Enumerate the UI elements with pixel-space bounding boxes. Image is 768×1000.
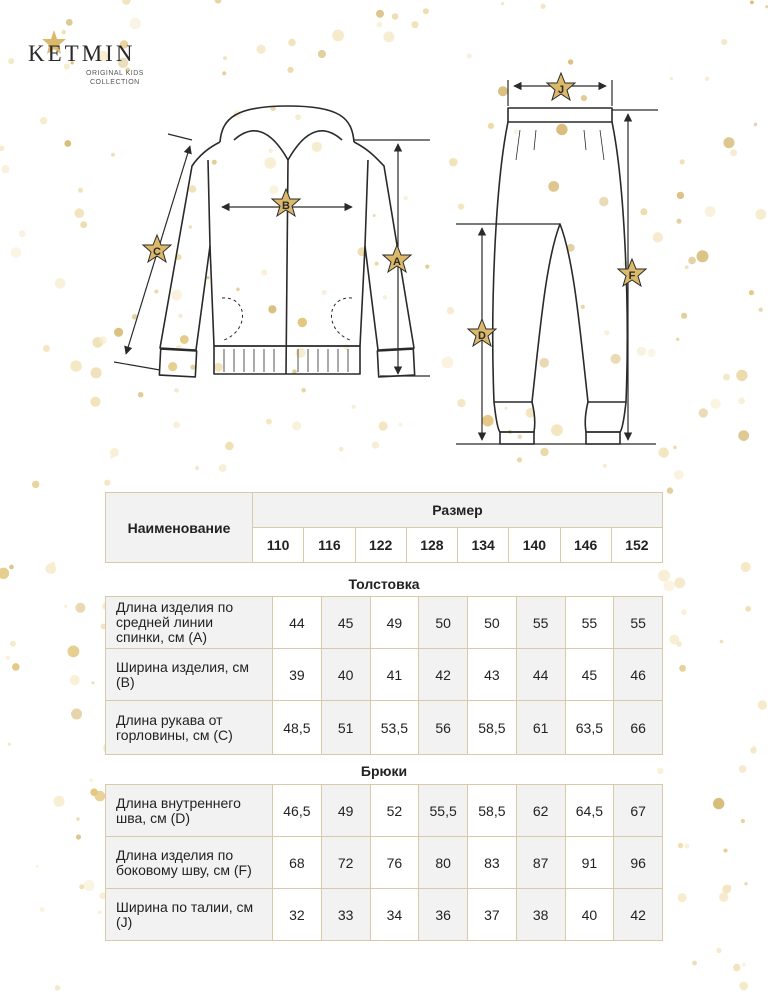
measurement-row [106, 701, 663, 755]
measurement-value: 56 [419, 701, 468, 755]
right-pocket [331, 298, 352, 340]
measurement-value: 50 [419, 597, 468, 649]
confetti-dot [76, 817, 80, 821]
confetti-dot [75, 603, 85, 613]
measurement-row [106, 597, 663, 649]
confetti-dot [6, 655, 10, 659]
right-cuff [377, 349, 414, 377]
measurement-label: Ширина изделия, см (B) [106, 649, 273, 701]
measurement-value: 66 [614, 701, 663, 755]
confetti-dot [68, 646, 80, 658]
size-116: 116 [304, 528, 355, 563]
measurement-label: Длина изделия по боковому шву, см (F) [106, 837, 273, 889]
confetti-dot [76, 834, 81, 839]
measurement-value: 55 [614, 597, 663, 649]
label-star-b [272, 189, 300, 216]
size-110: 110 [253, 528, 304, 563]
label-b: B [282, 200, 290, 212]
measurement-value: 45 [321, 597, 370, 649]
brand-tagline-1: ORIGINAL KIDS [86, 70, 144, 77]
confetti-dot [750, 747, 756, 753]
confetti-dot [98, 911, 102, 915]
measurement-row [106, 785, 663, 837]
name-column-header: Наименование [106, 493, 253, 563]
hoodie-drawing [159, 106, 414, 377]
hood-outline [220, 106, 354, 142]
confetti-dot [91, 681, 94, 684]
confetti-dot [684, 844, 689, 849]
measurement-value: 62 [516, 785, 565, 837]
measurement-value: 38 [516, 889, 565, 941]
measurement-value: 48,5 [273, 701, 322, 755]
label-f: F [628, 270, 636, 282]
hood-inner [234, 131, 342, 160]
confetti-dot [664, 580, 675, 591]
label-star-j [547, 73, 575, 100]
size-128: 128 [406, 528, 457, 563]
measurement-value: 45 [565, 649, 614, 701]
confetti-dot [681, 610, 686, 615]
size-122: 122 [355, 528, 406, 563]
left-ankle-cuff [500, 432, 534, 444]
confetti-dot [8, 743, 11, 746]
measurement-value: 91 [565, 837, 614, 889]
confetti-dot [54, 796, 65, 807]
pants-outline [493, 122, 627, 402]
measurement-label: Длина изделия по средней линии спинки, см (A) [106, 597, 273, 649]
label-star-f [618, 259, 646, 286]
measurement-value: 55 [565, 597, 614, 649]
measurement-value: 96 [614, 837, 663, 889]
measurement-row [106, 649, 663, 701]
label-c: C [153, 246, 161, 258]
measurement-value: 80 [419, 837, 468, 889]
confetti-dot [741, 562, 751, 572]
confetti-dot [758, 700, 767, 709]
confetti-dot [89, 778, 93, 782]
section-title-pants: Брюки [360, 763, 408, 779]
confetti-dot [83, 880, 94, 891]
measurement-value: 64,5 [565, 785, 614, 837]
size-column-header: Размер [253, 493, 663, 528]
confetti-dot [40, 907, 45, 912]
measurement-value: 32 [273, 889, 322, 941]
confetti-dot [0, 568, 9, 579]
confetti-dot [70, 675, 80, 685]
measurement-value: 61 [516, 701, 565, 755]
measurement-value: 40 [321, 649, 370, 701]
header-row [106, 493, 663, 528]
confetti-dot [744, 882, 747, 885]
label-star-c [143, 235, 171, 262]
confetti-dot [733, 964, 740, 971]
measurement-value: 67 [614, 785, 663, 837]
confetti-dot [10, 641, 16, 647]
measurement-row [106, 837, 663, 889]
measurement-label: Ширина по талии, см (J) [106, 889, 273, 941]
measurement-row [106, 889, 663, 941]
measurement-value: 63,5 [565, 701, 614, 755]
confetti-dot [104, 480, 110, 486]
hoodie-body-right [354, 142, 414, 350]
label-star-a [383, 245, 411, 272]
confetti-dot [79, 884, 84, 889]
confetti-dot [716, 948, 721, 953]
measurement-value: 53,5 [370, 701, 419, 755]
confetti-dot [9, 565, 14, 570]
size-134: 134 [458, 528, 509, 563]
size-146: 146 [560, 528, 611, 563]
measurement-value: 51 [321, 701, 370, 755]
label-a: A [393, 256, 401, 268]
label-d: D [478, 330, 486, 342]
measurement-value: 33 [321, 889, 370, 941]
pants-measurements-table [105, 784, 663, 941]
measurement-value: 42 [419, 649, 468, 701]
measurement-value: 36 [419, 889, 468, 941]
confetti-dot [36, 865, 39, 868]
left-pocket [222, 298, 243, 340]
confetti-dot [678, 843, 683, 848]
measurement-value: 72 [321, 837, 370, 889]
confetti-dot [674, 470, 684, 480]
confetti-dot [722, 885, 731, 894]
confetti-dot [742, 963, 746, 967]
confetti-dot [720, 640, 724, 644]
confetti-dot [55, 985, 61, 991]
measurement-value: 44 [516, 649, 565, 701]
measurement-label: Длина внутреннего шва, см (D) [106, 785, 273, 837]
confetti-dot [713, 798, 724, 809]
right-leg-taper [585, 402, 626, 432]
pants-drawing [493, 108, 627, 444]
label-star-d [468, 319, 496, 346]
confetti-dot [676, 641, 682, 647]
measurement-value: 55,5 [419, 785, 468, 837]
confetti-dot [12, 663, 20, 671]
confetti-dot [674, 577, 685, 588]
confetti-dot [739, 765, 747, 773]
measurement-value: 76 [370, 837, 419, 889]
confetti-dot [724, 849, 728, 853]
left-cuff [159, 349, 196, 377]
confetti-dot [32, 481, 39, 488]
measurement-value: 34 [370, 889, 419, 941]
measurement-value: 42 [614, 889, 663, 941]
measurement-value: 68 [273, 837, 322, 889]
brand-tagline-2: COLLECTION [90, 79, 140, 86]
measurement-value: 37 [468, 889, 517, 941]
confetti-dot [692, 961, 697, 966]
confetti-dot [667, 487, 673, 493]
measurement-value: 55 [516, 597, 565, 649]
left-leg-taper [494, 402, 535, 432]
measurement-value: 46 [614, 649, 663, 701]
confetti-dot [741, 819, 745, 823]
measurement-lines [114, 80, 658, 444]
confetti-dot [51, 562, 56, 567]
section-title-hoodie: Толстовка [348, 576, 420, 592]
pants-waistband [508, 108, 612, 122]
measurement-label: Длина рукава от горловины, см (C) [106, 701, 273, 755]
measurement-value: 50 [468, 597, 517, 649]
measurement-value: 58,5 [468, 785, 517, 837]
label-j: J [557, 84, 565, 96]
measurement-value: 49 [370, 597, 419, 649]
right-ankle-cuff [586, 432, 620, 444]
confetti-dot [719, 893, 728, 902]
confetti-dot [679, 665, 686, 672]
measurement-value: 83 [468, 837, 517, 889]
measurement-value: 58,5 [468, 701, 517, 755]
brand-logo [28, 30, 178, 90]
measurement-value: 46,5 [273, 785, 322, 837]
confetti-dot [739, 982, 748, 991]
confetti-dot [678, 893, 687, 902]
measurement-value: 44 [273, 597, 322, 649]
confetti-dot [64, 605, 68, 609]
measurement-value: 87 [516, 837, 565, 889]
measurement-value: 39 [273, 649, 322, 701]
hoodie-measurements-table [105, 596, 663, 755]
size-header-table [105, 492, 663, 563]
confetti-dot [90, 788, 98, 796]
confetti-dot [71, 709, 82, 720]
measurement-value: 41 [370, 649, 419, 701]
size-152: 152 [611, 528, 662, 563]
measurement-value: 52 [370, 785, 419, 837]
measurement-value: 49 [321, 785, 370, 837]
measurement-value: 43 [468, 649, 517, 701]
brand-name: KETMIN [28, 41, 136, 66]
size-140: 140 [509, 528, 560, 563]
confetti-dot [745, 606, 751, 612]
measurement-value: 40 [565, 889, 614, 941]
